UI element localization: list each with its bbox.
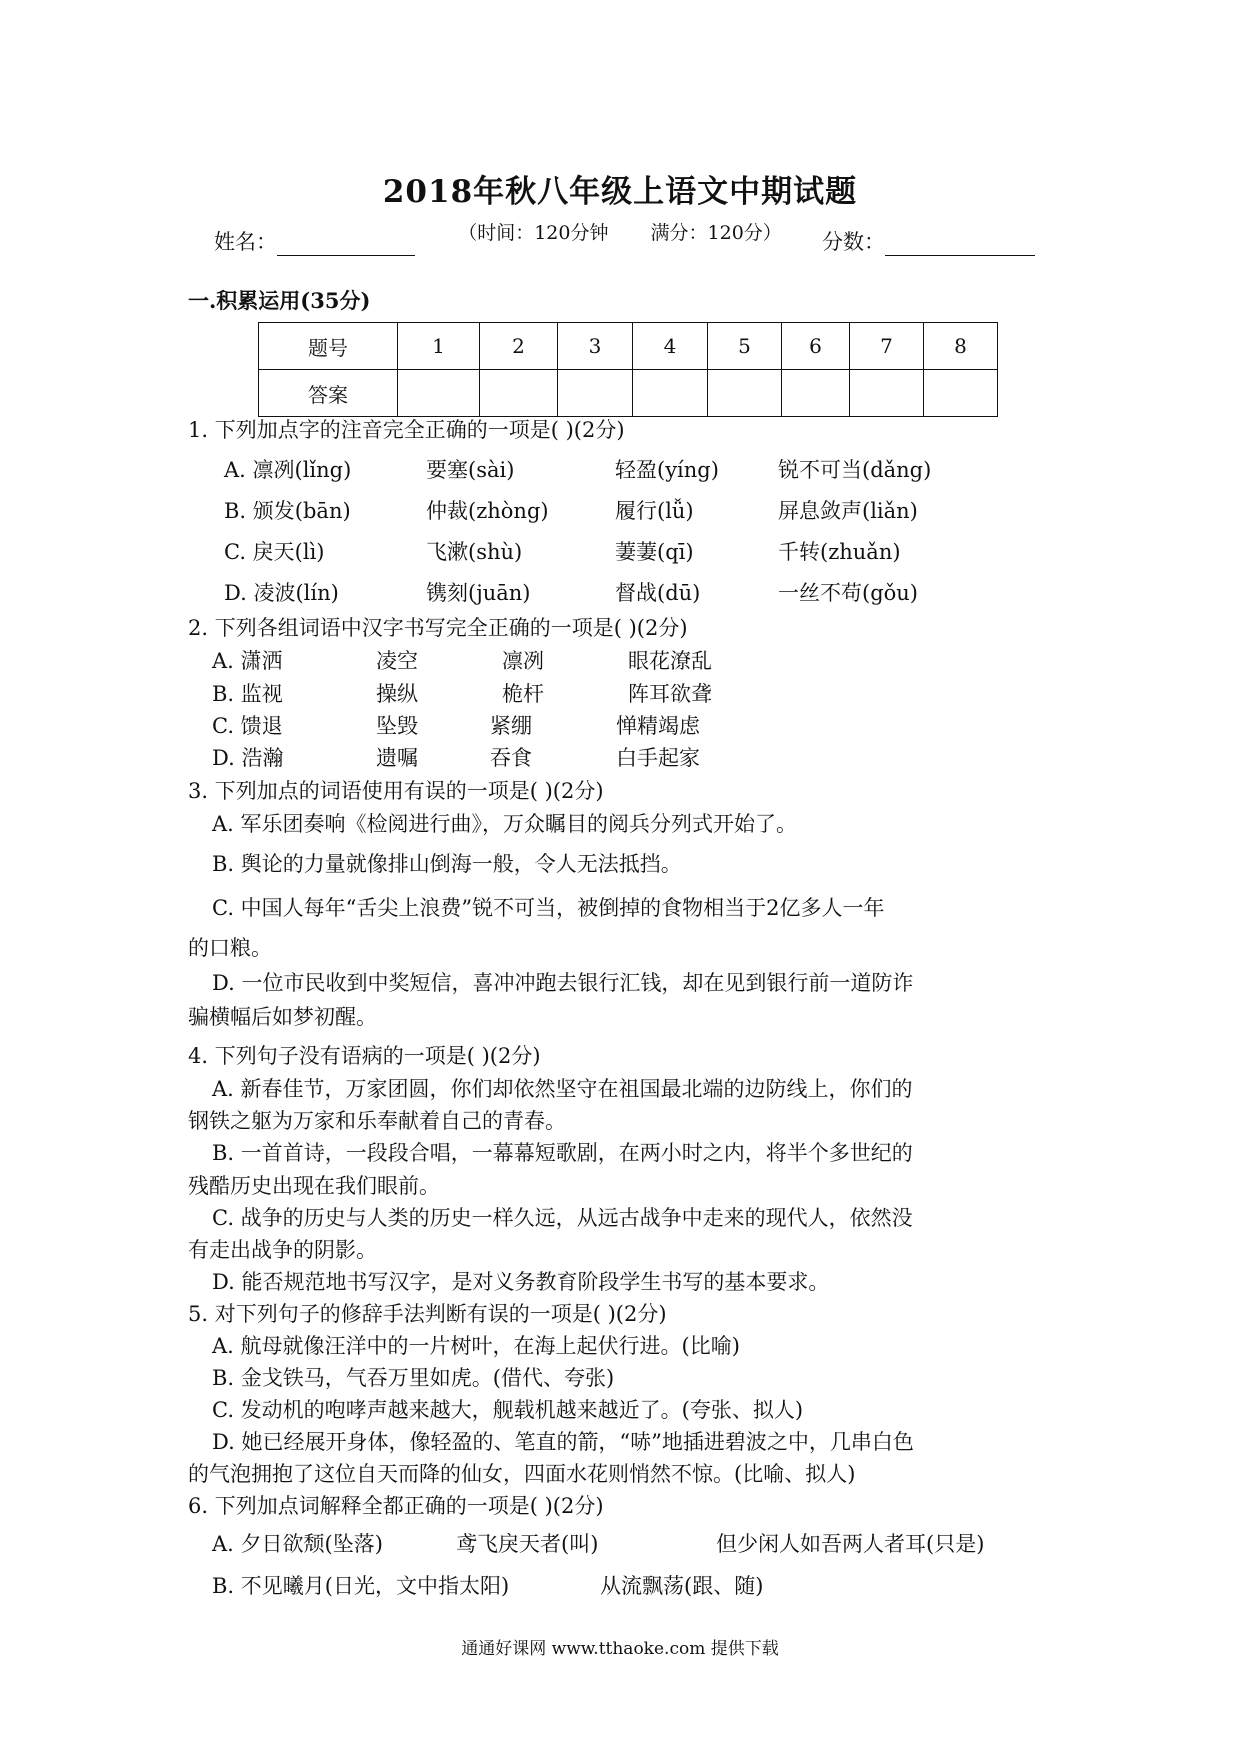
- answer-cell[interactable]: [558, 370, 633, 417]
- q2-option-a-3: 凛冽: [502, 649, 544, 673]
- q4-option-d: D. 能否规范地书写汉字，是对义务教育阶段学生书写的基本要求。: [212, 1270, 830, 1294]
- q3-option-a: A. 军乐团奏响《检阅进行曲》，万众瞩目的阅兵分列式开始了。: [212, 812, 798, 836]
- question-number: 2: [480, 323, 558, 370]
- answer-cell[interactable]: [708, 370, 782, 417]
- q1-option-d: D. 凌波(lín): [224, 581, 339, 605]
- q6-stem: 6. 下列加点词解释全都正确的一项是( )(2分): [188, 1494, 604, 1518]
- name-field: [214, 226, 415, 256]
- q3-option-c: C. 中国人每年“舌尖上浪费”锐不可当，被倒掉的食物相当于2亿多人一年: [212, 896, 885, 920]
- row-label-answer: 答案: [259, 370, 398, 417]
- q5-stem: 5. 对下列句子的修辞手法判断有误的一项是( )(2分): [188, 1302, 667, 1326]
- q2-option-b-2: 操纵: [376, 682, 418, 706]
- question-number: 7: [850, 323, 924, 370]
- q1-stem: 1. 下列加点字的注音完全正确的一项是( )(2分): [188, 418, 625, 442]
- q4-option-c: C. 战争的历史与人类的历史一样久远，从远古战争中走来的现代人，依然没: [212, 1206, 913, 1230]
- q1-option-b: B. 颁发(bān): [224, 499, 351, 523]
- question-number: 1: [398, 323, 480, 370]
- q4-stem: 4. 下列句子没有语病的一项是( )(2分): [188, 1044, 541, 1068]
- q1-option-c-2: 飞漱(shù): [426, 540, 523, 564]
- page-title: 2018年秋八年级上语文中期试题: [382, 174, 858, 210]
- row-label-number: 题号: [259, 323, 398, 370]
- table-row: [259, 323, 998, 370]
- q6-option-a: A. 夕日欲颓(坠落): [212, 1532, 383, 1556]
- q2-option-d-2: 遗嘱: [376, 746, 418, 770]
- score-blank[interactable]: [885, 229, 1035, 256]
- answer-cell[interactable]: [850, 370, 924, 417]
- q5-option-d-cont: 的气泡拥抱了这位自天而降的仙女，四面水花则悄然不惊。(比喻、拟人): [188, 1462, 856, 1486]
- q3-option-d-cont: 骗横幅后如梦初醒。: [188, 1005, 377, 1029]
- q2-option-c: C. 馈退: [212, 714, 283, 738]
- q4-option-c-cont: 有走出战争的阴影。: [188, 1238, 377, 1262]
- q1-option-a-4: 锐不可当(dǎng): [778, 458, 932, 482]
- q2-option-d-3: 吞食: [490, 746, 532, 770]
- q5-option-d: D. 她已经展开身体，像轻盈的、笔直的箭，“哧”地插进碧波之中，几串白色: [212, 1430, 914, 1454]
- exam-time: （时间：120分钟: [458, 222, 609, 244]
- q1-option-c: C. 戾天(lì): [224, 540, 325, 564]
- q6-option-b-2: 从流飘荡(跟、随): [600, 1574, 764, 1598]
- q1-option-a-3: 轻盈(yíng): [615, 458, 719, 482]
- q2-option-c-2: 坠毁: [376, 714, 418, 738]
- q1-option-b-2: 仲裁(zhòng): [426, 499, 549, 523]
- q2-option-b-3: 桅杆: [502, 682, 544, 706]
- q2-option-a-2: 凌空: [376, 649, 418, 673]
- q1-option-a-2: 要塞(sài): [426, 458, 515, 482]
- q2-option-d: D. 浩瀚: [212, 746, 284, 770]
- q3-option-b: B. 舆论的力量就像排山倒海一般，令人无法抵挡。: [212, 852, 682, 876]
- q3-stem: 3. 下列加点的词语使用有误的一项是( )(2分): [188, 779, 604, 803]
- name-blank[interactable]: [277, 229, 415, 256]
- exam-info: [0, 218, 1240, 245]
- q6-option-a-2: 鸢飞戾天者(叫): [456, 1532, 599, 1556]
- q1-option-b-3: 履行(lǚ): [615, 499, 694, 523]
- q1-option-c-3: 萋萋(qī): [615, 540, 694, 564]
- q2-option-b: B. 监视: [212, 682, 283, 706]
- question-number: 8: [924, 323, 998, 370]
- page-footer: 通通好课网 www.tthaoke.com 提供下载: [461, 1639, 779, 1659]
- q2-option-c-3: 紧绷: [490, 714, 532, 738]
- q1-option-d-3: 督战(dū): [615, 581, 701, 605]
- score-label: 分数：: [822, 230, 885, 254]
- q2-option-a: A. 潇洒: [212, 649, 283, 673]
- q5-option-b: B. 金戈铁马，气吞万里如虎。(借代、夸张): [212, 1366, 615, 1390]
- q2-option-c-4: 惮精竭虑: [616, 714, 700, 738]
- q4-option-b-cont: 残酷历史出现在我们眼前。: [188, 1174, 440, 1198]
- q4-option-b: B. 一首首诗，一段段合唱，一幕幕短歌剧，在两小时之内，将半个多世纪的: [212, 1141, 913, 1165]
- q1-option-d-4: 一丝不苟(gǒu): [778, 581, 918, 605]
- q6-option-a-3: 但少闲人如吾两人者耳(只是): [716, 1532, 985, 1556]
- name-label: 姓名：: [214, 230, 277, 254]
- q4-option-a: A. 新春佳节，万家团圆，你们却依然坚守在祖国最北端的边防线上，你们的: [212, 1077, 913, 1101]
- exam-full-score: 满分：120分）: [650, 222, 782, 244]
- question-number: 5: [708, 323, 782, 370]
- section-heading: 一.积累运用(35分): [188, 288, 371, 313]
- question-number: 4: [633, 323, 708, 370]
- q1-option-d-2: 镌刻(juān): [426, 581, 531, 605]
- q3-option-c-cont: 的口粮。: [188, 936, 272, 960]
- q1-option-a: A. 凛冽(lǐng): [224, 458, 352, 482]
- answer-table: [258, 322, 998, 417]
- answer-cell[interactable]: [633, 370, 708, 417]
- q2-option-d-4: 白手起家: [616, 746, 700, 770]
- q4-option-a-cont: 钢铁之躯为万家和乐奉献着自己的青春。: [188, 1109, 566, 1133]
- q3-option-d: D. 一位市民收到中奖短信，喜冲冲跑去银行汇钱，却在见到银行前一道防诈: [212, 971, 914, 995]
- answer-cell[interactable]: [398, 370, 480, 417]
- q5-option-c: C. 发动机的咆哮声越来越大，舰载机越来越近了。(夸张、拟人): [212, 1398, 804, 1422]
- answer-cell[interactable]: [782, 370, 850, 417]
- question-number: 3: [558, 323, 633, 370]
- answer-cell[interactable]: [924, 370, 998, 417]
- answer-cell[interactable]: [480, 370, 558, 417]
- q2-stem: 2. 下列各组词语中汉字书写完全正确的一项是( )(2分): [188, 616, 688, 640]
- q5-option-a: A. 航母就像汪洋中的一片树叶，在海上起伏行进。(比喻): [212, 1334, 740, 1358]
- q1-option-c-4: 千转(zhuǎn): [778, 540, 901, 564]
- q2-option-a-4: 眼花潦乱: [628, 649, 712, 673]
- score-field: [822, 226, 1035, 256]
- q1-option-b-4: 屏息敛声(liǎn): [778, 499, 918, 523]
- q2-option-b-4: 阵耳欲聋: [628, 682, 712, 706]
- q6-option-b: B. 不见曦月(日光，文中指太阳): [212, 1574, 510, 1598]
- table-row: [259, 370, 998, 417]
- question-number: 6: [782, 323, 850, 370]
